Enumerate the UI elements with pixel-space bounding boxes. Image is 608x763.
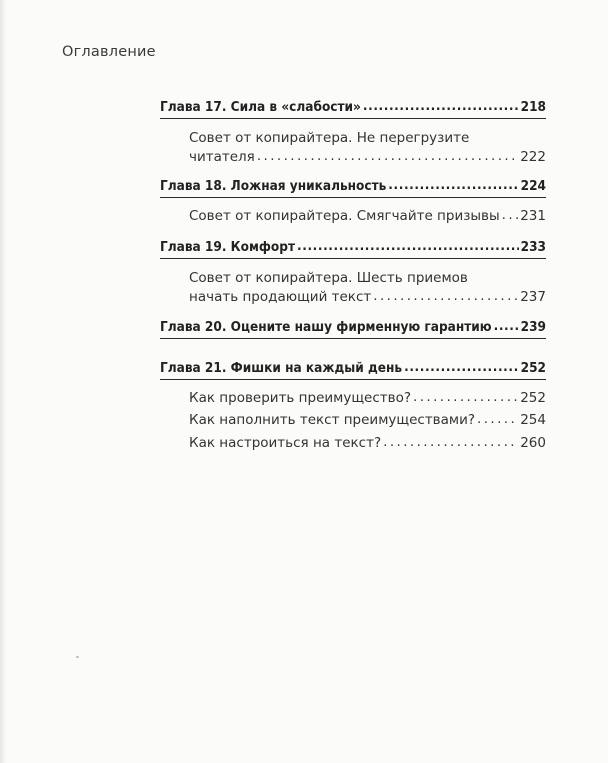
toc-leader-dots: [383, 436, 518, 450]
toc-entry-18-1[interactable]: [189, 210, 546, 224]
toc-chapter-title: Глава 21. Фишки на каждый день: [160, 360, 403, 376]
toc-chapter-18[interactable]: [160, 180, 546, 194]
toc-entry-19-1[interactable]: [189, 291, 546, 305]
toc-page-number: 254: [520, 412, 546, 428]
toc-entry-line: Совет от копирайтера. Не перегрузите: [189, 130, 470, 146]
toc-entry-title: Как проверить преимущество?: [189, 390, 412, 406]
toc-chapter-title: Глава 18. Ложная уникальность: [160, 178, 387, 194]
toc-leader-dots: [297, 240, 519, 254]
toc-divider: [160, 338, 546, 339]
toc-entry-21-1[interactable]: [189, 392, 546, 406]
toc-page-number: 237: [520, 289, 546, 305]
toc-leader-dots: [388, 179, 518, 193]
toc-page-number: 252: [520, 360, 546, 376]
toc-leader-dots: [477, 413, 518, 427]
toc-page-number: 260: [520, 435, 546, 451]
toc-leader-dots: [373, 290, 518, 304]
toc-page-number: 231: [520, 208, 546, 224]
toc-entry-line: Совет от копирайтера. Шесть приемов: [189, 270, 468, 286]
toc-chapter-17[interactable]: [160, 101, 546, 115]
toc-entry-17-1[interactable]: [189, 151, 546, 165]
toc-leader-dots: [257, 150, 518, 164]
toc-leader-dots: [404, 361, 519, 375]
toc-page-number: 224: [520, 178, 546, 194]
toc-page-number: 233: [520, 239, 546, 255]
toc-entry-title: Как наполнить текст преимуществами?: [189, 412, 476, 428]
toc-page-number: 239: [520, 319, 546, 335]
toc-entry-21-2[interactable]: [189, 414, 546, 428]
toc-chapter-19[interactable]: [160, 241, 546, 255]
toc-chapter-title: Глава 19. Комфорт: [160, 239, 296, 255]
toc-entry-title: Как настроиться на текст?: [189, 435, 382, 451]
toc-entry-title: начать продающий текст: [189, 289, 372, 305]
toc-page-number: 222: [520, 149, 546, 165]
toc-divider: [160, 197, 546, 198]
toc-leader-dots: [494, 320, 519, 334]
toc-divider: [160, 258, 546, 259]
running-head: Оглавление: [62, 44, 156, 60]
toc-chapter-21[interactable]: [160, 362, 546, 376]
toc-page-number: 218: [520, 99, 546, 115]
toc-page-number: 252: [520, 390, 546, 406]
toc-entry-21-3[interactable]: [189, 437, 546, 451]
toc-chapter-title: Глава 17. Сила в «слабости»: [160, 99, 361, 115]
toc-leader-dots: [502, 209, 519, 223]
toc-chapter-20[interactable]: [160, 321, 546, 335]
toc-entry-title: читателя: [189, 149, 255, 165]
toc-leader-dots: [363, 100, 519, 114]
toc-entry-title: Совет от копирайтера. Смягчайте призывы: [189, 208, 500, 224]
toc-divider: [160, 379, 546, 380]
toc-chapter-title: Глава 20. Оцените нашу фирменную гарантию: [160, 319, 492, 335]
toc-leader-dots: [413, 391, 518, 405]
toc-divider: [160, 118, 546, 119]
paper-speck: [76, 656, 79, 658]
